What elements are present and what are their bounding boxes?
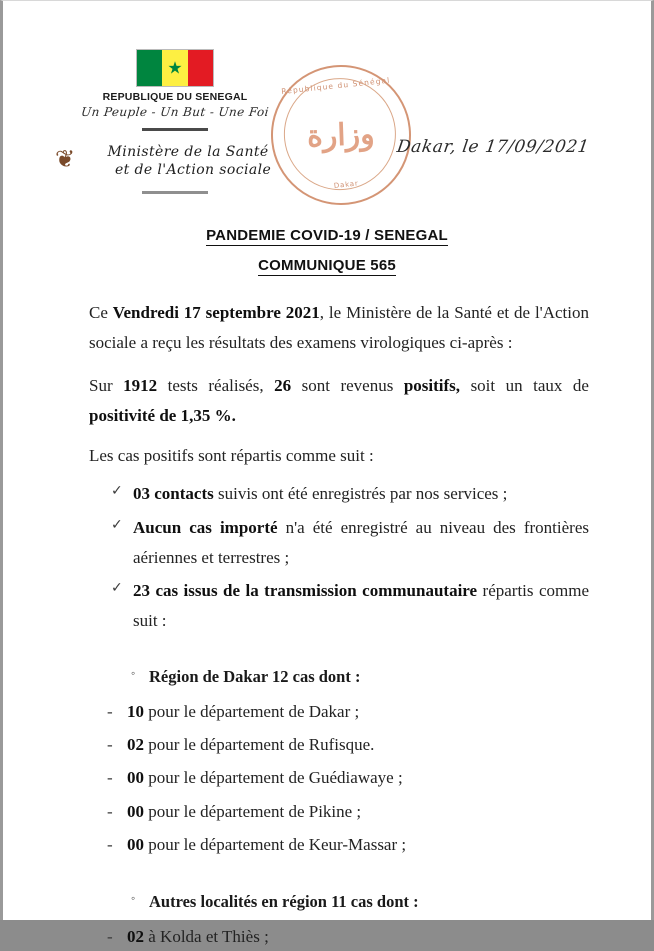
list-item (89, 732, 589, 758)
department-label: à Kolda et Thiès ; (144, 927, 269, 947)
flag-band-yellow (162, 50, 187, 86)
department-list-dakar (89, 699, 589, 859)
bullet-icon: ◦ (131, 665, 136, 680)
tests-prefix: Sur (89, 375, 124, 395)
positive-count: 26 (274, 375, 292, 395)
national-motto: Un Peuple - Un But - Une Foi (80, 105, 270, 119)
imported-cases-label: Aucun cas importé (133, 517, 278, 537)
republic-name: REPUBLIQUE DU SENEGAL (102, 91, 248, 103)
dash-icon: - (107, 768, 113, 788)
rate-mid: soit un taux de (460, 375, 589, 395)
list-item (89, 799, 589, 825)
stamp-center-mark: وزارة (306, 116, 376, 154)
imported-cases-text: n'a été enregistré au niveau des frontières aériennes et terrestres ; (133, 517, 589, 567)
list-item (89, 699, 589, 725)
ministry-name-line2: et de l'Action sociale (114, 162, 272, 178)
letterhead-divider-1 (142, 128, 208, 131)
bullet-icon: ◦ (131, 891, 136, 906)
department-label: pour le département de Dakar ; (144, 701, 360, 721)
stamp-bottom-text: Dakar (333, 179, 359, 190)
contacts-count: 03 contacts (133, 484, 214, 504)
repartition-line: Les cas positifs sont répartis comme suit : (89, 446, 374, 465)
intro-prefix: Ce (89, 303, 113, 322)
community-cases-label: 23 cas issus de la transmission communautaire (133, 581, 478, 600)
list-item (111, 576, 589, 637)
dash-icon: - (107, 701, 113, 721)
stamp-top-text: République du Sénégal (280, 75, 391, 96)
list-item (89, 765, 589, 791)
flag-band-red (188, 50, 213, 86)
stats-paragraph (89, 371, 589, 432)
title-block (3, 227, 651, 276)
communique-number: COMMUNIQUE 565 (258, 257, 396, 274)
department-count: 02 (127, 927, 144, 947)
ministry-block (55, 143, 295, 179)
department-count: 02 (127, 734, 144, 754)
department-label: pour le département de Pikine ; (144, 801, 362, 821)
check-icon: ✓ (111, 580, 123, 596)
department-count: 10 (127, 701, 144, 721)
contacts-text: suivis ont été enregistrés par nos services ; (213, 484, 508, 504)
list-item (89, 924, 589, 950)
region-block-autres (89, 888, 589, 950)
positivity-rate: positivité de 1,35 %. (89, 405, 236, 425)
dash-icon: - (107, 927, 113, 947)
intro-paragraph (89, 298, 589, 359)
department-label: pour le département de Keur-Massar ; (144, 834, 407, 854)
list-item (89, 832, 589, 858)
community-cases-text: répartis comme suit : (133, 581, 589, 631)
intro-suffix: , le Ministère de la Santé et de l'Action sociale a reçu les résultats des examens virologiques ci-après : (89, 303, 590, 353)
region-heading (89, 888, 589, 916)
region-title: Autres localités en région 11 cas dont : (149, 892, 419, 912)
department-label: pour le département de Guédiawaye ; (144, 768, 403, 788)
region-block-dakar (89, 663, 589, 859)
flag-band-green (137, 50, 162, 86)
letterhead-left-block (55, 49, 295, 194)
star-icon: ★ (167, 58, 183, 78)
positives-mid: sont revenus (291, 375, 404, 395)
tests-total: 1912 (123, 375, 158, 395)
check-icon: ✓ (111, 516, 123, 533)
department-count: 00 (127, 801, 144, 821)
dash-icon: - (107, 834, 113, 854)
page-title: PANDEMIE COVID-19 / SENEGAL (206, 227, 448, 244)
department-count: 00 (127, 768, 144, 788)
department-list-autres (89, 924, 589, 950)
check-icon: ✓ (111, 483, 123, 500)
region-title: Région de Dakar 12 cas dont : (149, 666, 361, 686)
case-breakdown-list (89, 479, 589, 636)
list-item (111, 513, 589, 574)
department-count: 00 (127, 834, 144, 854)
intro-date-bold: Vendredi 17 septembre 2021 (112, 303, 320, 322)
tests-mid: tests réalisés, (157, 375, 275, 395)
region-heading (89, 663, 589, 691)
list-item (111, 479, 589, 509)
document-date: Dakar, le 17/09/2021 (395, 137, 591, 157)
senegal-flag-icon (136, 49, 214, 87)
dash-icon: - (107, 734, 113, 754)
ministry-emblem-icon: ❦ (55, 145, 76, 173)
dash-icon: - (107, 801, 113, 821)
document-body (89, 298, 589, 951)
positives-word: positifs, (403, 375, 461, 395)
letterhead (3, 1, 651, 211)
ministry-name-line1: Ministère de la Santé (107, 144, 269, 160)
letterhead-divider-2 (142, 191, 208, 194)
department-label: pour le département de Rufisque. (144, 734, 375, 754)
